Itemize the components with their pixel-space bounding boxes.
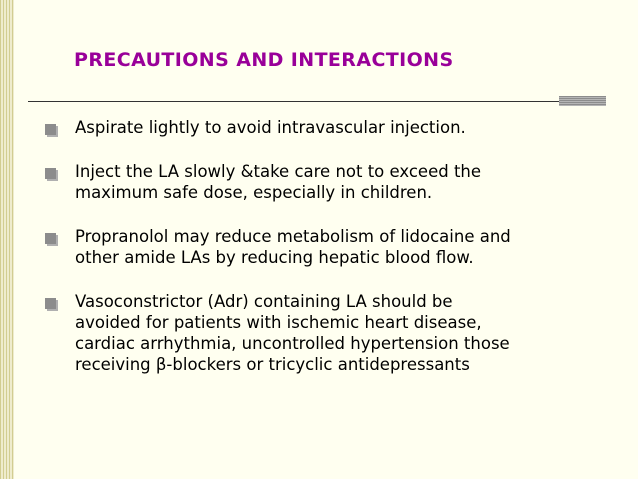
left-decorative-border — [0, 0, 14, 479]
bullet-text: Aspirate lightly to avoid intravascular injection. — [75, 118, 466, 137]
square-bullet-icon — [45, 233, 56, 244]
bullet-item-1 — [45, 117, 635, 138]
bullet-text: Inject the LA slowly &take care not to exceed the maximum safe dose, especially in children. — [75, 162, 482, 202]
bullet-item-4 — [45, 291, 635, 375]
square-bullet-icon — [45, 124, 56, 135]
bullet-list — [45, 117, 635, 398]
title-divider-accent — [559, 96, 606, 106]
bullet-item-2 — [45, 161, 635, 203]
square-bullet-icon — [45, 168, 56, 179]
title-divider-line — [28, 101, 559, 102]
square-bullet-icon — [45, 298, 56, 309]
bullet-item-3 — [45, 226, 635, 268]
bullet-text: Propranolol may reduce metabolism of lidocaine and other amide LAs by reducing hepatic blood flow. — [75, 227, 511, 267]
slide-title: PRECAUTIONS AND INTERACTIONS — [74, 49, 454, 71]
bullet-text: Vasoconstrictor (Adr) containing LA should be avoided for patients with ischemic heart disease, cardiac arrhythmia, uncontrolled hypertension those receiving β-blockers or tricyclic antidepressants — [75, 292, 510, 374]
